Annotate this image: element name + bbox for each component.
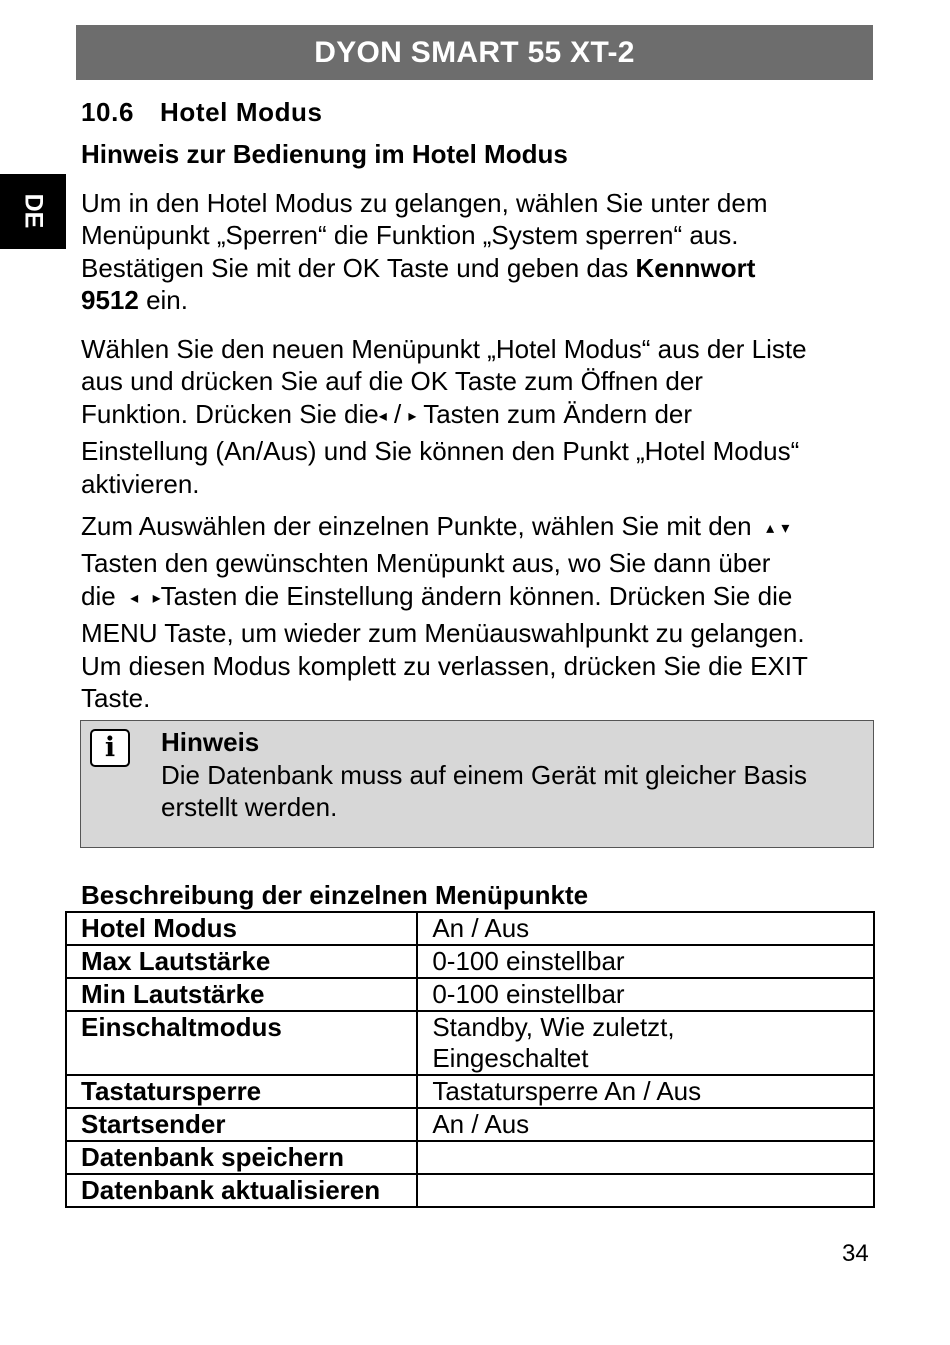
paragraph-3-line-6: Taste. [81,683,151,714]
paragraph-2-line-1: Wählen Sie den neuen Menüpunkt „Hotel Modus“ aus der Liste [81,334,807,364]
subheading: Hinweis zur Bedienung im Hotel Modus [81,139,568,169]
menu-item-value [417,1174,874,1207]
note-text: Die Datenbank muss auf einem Gerät mit gleicher Basis erstellt werden. [161,760,807,823]
paragraph-2 [81,333,881,500]
left-arrow-icon: ◂ [378,407,387,425]
page-header-title: DYON SMART 55 XT-2 [76,25,873,80]
paragraph-3-line-3 [81,580,881,617]
paragraph-3-line-4: MENU Taste, um wieder zum Menüauswahlpunkt zu gelangen. [81,618,805,649]
paragraph-2-line-2: aus und drücken Sie auf die OK Taste zum Öffnen der [81,366,703,397]
paragraph-1-line-3-text: Bestätigen Sie mit der OK Taste und geben das [81,252,636,283]
menu-item-name: Datenbank aktualisieren [66,1174,417,1207]
arrow-separator: / [386,398,409,429]
menu-item-name: Max Lautstärke [66,945,417,978]
password-value: 9512 [81,285,139,316]
table-row [66,1075,874,1108]
menu-item-value: 0-100 einstellbar [417,945,874,978]
table-row [66,978,874,1011]
paragraph-3-line-5: Um diesen Modus komplett zu verlassen, drücken Sie die EXIT [81,650,808,681]
down-arrow-icon: ▾ [781,520,790,537]
password-label: Kennwort [635,252,756,283]
paragraph-2-line-3-end: Tasten zum Ändern der [416,398,693,429]
table-row [66,1011,874,1075]
up-arrow-icon: ▴ [766,520,775,537]
paragraph-1-line-4 [81,284,881,316]
section-heading [81,97,323,128]
section-number: 10.6 [81,97,135,127]
paragraph-3-line-3-start: die [81,580,116,611]
table-row [66,912,874,945]
menu-item-name: Min Lautstärke [66,978,417,1011]
paragraph-2-line-3 [81,398,881,435]
language-tab-label: DE [19,193,48,229]
paragraph-1-line-1: Um in den Hotel Modus zu gelangen, wählen Sie unter dem [81,188,768,218]
menu-item-name: Hotel Modus [66,912,417,945]
menu-item-value-line-2: Eingeschaltet [432,1043,589,1073]
paragraph-3-line-1 [81,510,881,547]
section-title: Hotel Modus [160,97,323,127]
menu-items-table [65,911,875,1208]
note-title: Hinweis [161,727,260,757]
menu-item-name: Startsender [66,1108,417,1141]
paragraph-1-line-3 [81,252,881,284]
menu-item-value [417,1141,874,1174]
table-caption: Beschreibung der einzelnen Menüpunkte [81,880,589,910]
paragraph-1-line-2: Menüpunkt „Sperren“ die Funktion „System sperren“ aus. [81,220,739,251]
paragraph-2-line-3-text: Funktion. Drücken Sie die [81,398,379,429]
page-number: 34 [842,1240,869,1267]
note-box [80,720,874,848]
paragraph-3-line-1-text: Zum Auswählen der einzelnen Punkte, wählen Sie mit den [81,511,752,541]
paragraph-1 [81,187,881,317]
menu-item-value [417,1011,874,1075]
table-row [66,945,874,978]
menu-item-value: Tastatursperre An / Aus [417,1075,874,1108]
menu-item-value-line-1: Standby, Wie zuletzt, [432,1012,675,1042]
right-arrow-icon: ▸ [152,589,161,607]
info-icon: i [90,729,130,767]
menu-item-value: An / Aus [417,1108,874,1141]
table-row [66,1108,874,1141]
menu-item-value: An / Aus [417,912,874,945]
paragraph-3-line-2: Tasten den gewünschten Menüpunkt aus, wo Sie dann über [81,548,771,579]
menu-item-value: 0-100 einstellbar [417,978,874,1011]
table-row [66,1141,874,1174]
menu-item-name: Einschaltmodus [66,1011,417,1075]
language-tab [0,174,66,249]
right-arrow-icon: ▸ [408,407,417,425]
menu-item-name: Tastatursperre [66,1075,417,1108]
paragraph-1-line-4-text: ein. [138,285,188,316]
paragraph-2-line-4: Einstellung (An/Aus) und Sie können den Punkt „Hotel Modus“ [81,436,800,467]
paragraph-3 [81,510,881,714]
paragraph-3-line-3-end: Tasten die Einstellung ändern können. Drücken Sie die [160,580,793,611]
menu-item-name: Datenbank speichern [66,1141,417,1174]
table-row [66,1174,874,1207]
left-arrow-icon: ◂ [130,589,139,607]
paragraph-2-line-5: aktivieren. [81,468,200,499]
